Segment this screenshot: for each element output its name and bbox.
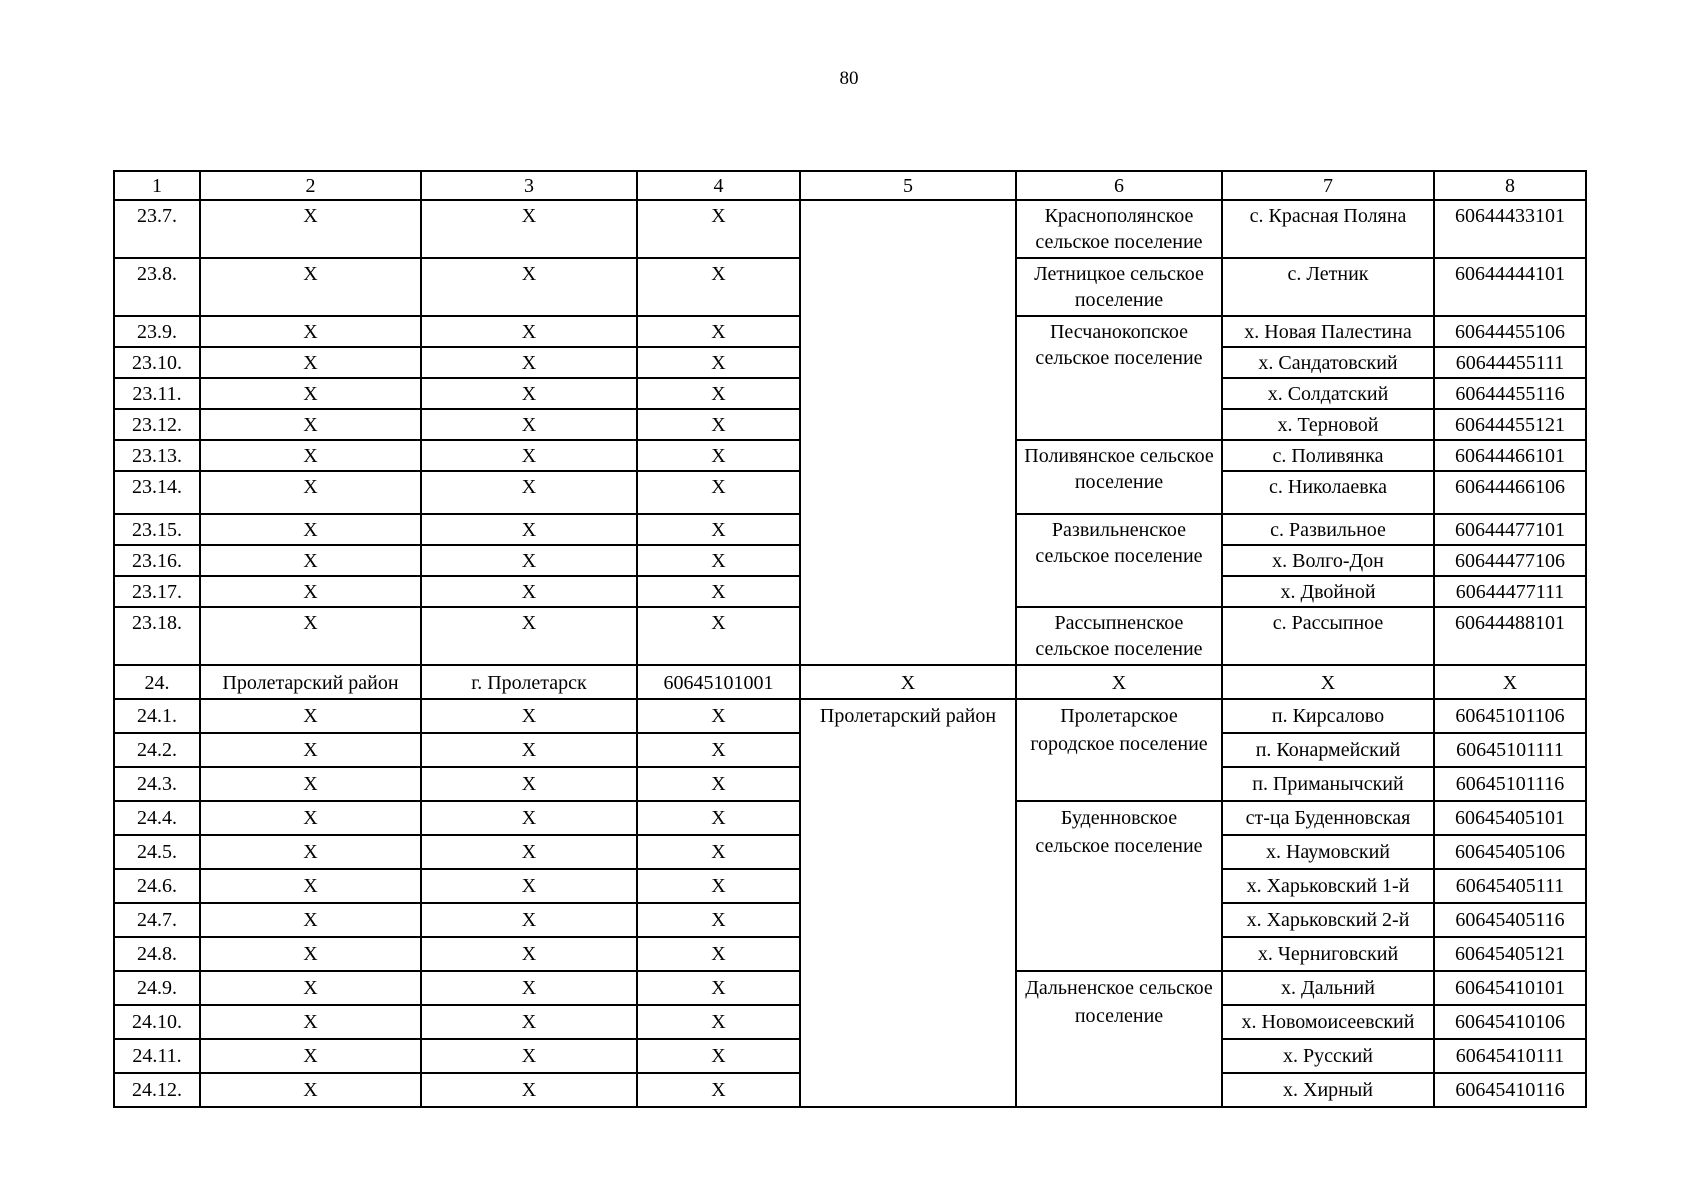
column-4-cell: X: [637, 835, 800, 869]
column-2-cell: X: [200, 835, 421, 869]
oktmo-code-cell: 60645410116: [1434, 1073, 1586, 1107]
column-2-cell: X: [200, 409, 421, 440]
locality-cell: ст-ца Буденновская: [1222, 801, 1434, 835]
column-3-cell: X: [421, 733, 637, 767]
column-2-cell: X: [200, 347, 421, 378]
column-3-cell: X: [421, 903, 637, 937]
column-header: 6: [1016, 171, 1222, 200]
table-row: [114, 200, 1586, 258]
column-4-cell: X: [637, 316, 800, 347]
column-2-cell: X: [200, 733, 421, 767]
column-4-cell: X: [637, 514, 800, 545]
locality-cell: х. Волго-Дон: [1222, 545, 1434, 576]
oktmo-code-cell: 60644455116: [1434, 378, 1586, 409]
settlement-merged-cell: Буденновское сельское поселение: [1016, 801, 1222, 971]
row-number-cell: 24.12.: [114, 1073, 200, 1107]
column-4-cell: X: [637, 1039, 800, 1073]
oktmo-code-cell: 60644477106: [1434, 545, 1586, 576]
column-4-cell: X: [637, 545, 800, 576]
column-2-cell: X: [200, 699, 421, 733]
row-number-cell: 24.8.: [114, 937, 200, 971]
row-number-cell: 23.11.: [114, 378, 200, 409]
column-4-cell: X: [637, 258, 800, 316]
oktmo-code-cell: 60645405106: [1434, 835, 1586, 869]
column-4-cell: X: [637, 440, 800, 471]
row-number-cell: 24.11.: [114, 1039, 200, 1073]
column-3-cell: г. Пролетарск: [421, 665, 637, 699]
locality-cell: с. Николаевка: [1222, 471, 1434, 514]
locality-cell: х. Двойной: [1222, 576, 1434, 607]
column-3-cell: X: [421, 378, 637, 409]
column-2-cell: X: [200, 869, 421, 903]
header-row: [114, 171, 1586, 200]
column-4-cell: X: [637, 607, 800, 665]
locality-cell: х. Терновой: [1222, 409, 1434, 440]
locality-cell: п. Приманычский: [1222, 767, 1434, 801]
oktmo-code-cell: X: [1434, 665, 1586, 699]
column-3-cell: X: [421, 576, 637, 607]
column-header: 3: [421, 171, 637, 200]
column-4-cell: X: [637, 937, 800, 971]
settlement-merged-cell: Пролетарское городское поселение: [1016, 699, 1222, 801]
column-3-cell: X: [421, 699, 637, 733]
locality-cell: с. Развильное: [1222, 514, 1434, 545]
column-4-cell: X: [637, 971, 800, 1005]
column-3-cell: X: [421, 607, 637, 665]
column-3-cell: X: [421, 1073, 637, 1107]
column-6-cell: X: [1016, 665, 1222, 699]
oktmo-code-cell: 60644488101: [1434, 607, 1586, 665]
column-2-cell: X: [200, 545, 421, 576]
locality-cell: п. Конармейский: [1222, 733, 1434, 767]
column-3-cell: X: [421, 258, 637, 316]
oktmo-code-cell: 60644477111: [1434, 576, 1586, 607]
row-number-cell: 24.10.: [114, 1005, 200, 1039]
column-header: 7: [1222, 171, 1434, 200]
settlements-table: [113, 170, 1587, 1108]
column-3-cell: X: [421, 440, 637, 471]
row-number-cell: 23.14.: [114, 471, 200, 514]
oktmo-code-cell: 60644466101: [1434, 440, 1586, 471]
locality-cell: х. Сандатовский: [1222, 347, 1434, 378]
column-5-cell: X: [800, 665, 1016, 699]
row-number-cell: 24.3.: [114, 767, 200, 801]
column-4-cell: X: [637, 200, 800, 258]
settlement-merged-cell: Летницкое сельское поселение: [1016, 258, 1222, 316]
column-4-cell: 60645101001: [637, 665, 800, 699]
locality-cell: х. Хирный: [1222, 1073, 1434, 1107]
locality-cell: х. Харьковский 2-й: [1222, 903, 1434, 937]
column-2-cell: X: [200, 316, 421, 347]
locality-cell: X: [1222, 665, 1434, 699]
oktmo-code-cell: 60644433101: [1434, 200, 1586, 258]
row-number-cell: 24.7.: [114, 903, 200, 937]
row-number-cell: 23.7.: [114, 200, 200, 258]
column-2-cell: X: [200, 576, 421, 607]
column-2-cell: X: [200, 200, 421, 258]
column-3-cell: X: [421, 801, 637, 835]
oktmo-code-cell: 60645101106: [1434, 699, 1586, 733]
column-2-cell: X: [200, 471, 421, 514]
column-4-cell: X: [637, 733, 800, 767]
column-2-cell: X: [200, 801, 421, 835]
column-3-cell: X: [421, 869, 637, 903]
locality-cell: с. Рассыпное: [1222, 607, 1434, 665]
column-header: 5: [800, 171, 1016, 200]
column-2-cell: X: [200, 937, 421, 971]
column-2-cell: X: [200, 378, 421, 409]
settlement-merged-cell: Краснополянское сельское поселение: [1016, 200, 1222, 258]
row-number-cell: 24.4.: [114, 801, 200, 835]
column-2-cell: X: [200, 1073, 421, 1107]
row-number-cell: 23.16.: [114, 545, 200, 576]
district-merged-cell: Пролетарский район: [800, 699, 1016, 1107]
locality-cell: х. Дальний: [1222, 971, 1434, 1005]
oktmo-code-cell: 60645405101: [1434, 801, 1586, 835]
column-4-cell: X: [637, 767, 800, 801]
locality-cell: с. Летник: [1222, 258, 1434, 316]
locality-cell: х. Наумовский: [1222, 835, 1434, 869]
oktmo-code-cell: 60644455111: [1434, 347, 1586, 378]
oktmo-code-cell: 60644455121: [1434, 409, 1586, 440]
locality-cell: х. Новая Палестина: [1222, 316, 1434, 347]
row-number-cell: 23.18.: [114, 607, 200, 665]
column-header: 4: [637, 171, 800, 200]
locality-cell: п. Кирсалово: [1222, 699, 1434, 733]
column-2-cell: X: [200, 971, 421, 1005]
oktmo-code-cell: 60645410106: [1434, 1005, 1586, 1039]
row-number-cell: 23.10.: [114, 347, 200, 378]
column-4-cell: X: [637, 347, 800, 378]
settlement-merged-cell: Поливянское сельское поселение: [1016, 440, 1222, 514]
table-row: [114, 665, 1586, 699]
column-4-cell: X: [637, 471, 800, 514]
locality-cell: х. Русский: [1222, 1039, 1434, 1073]
row-number-cell: 23.13.: [114, 440, 200, 471]
oktmo-code-cell: 60645405116: [1434, 903, 1586, 937]
settlement-merged-cell: Дальненское сельское поселение: [1016, 971, 1222, 1107]
column-2-cell: X: [200, 1005, 421, 1039]
column-3-cell: X: [421, 545, 637, 576]
column-4-cell: X: [637, 378, 800, 409]
column-2-cell: X: [200, 767, 421, 801]
column-3-cell: X: [421, 514, 637, 545]
oktmo-code-cell: 60644444101: [1434, 258, 1586, 316]
column-4-cell: X: [637, 869, 800, 903]
column-2-cell: X: [200, 1039, 421, 1073]
row-number-cell: 24.1.: [114, 699, 200, 733]
settlement-merged-cell: Рассыпненское сельское поселение: [1016, 607, 1222, 665]
oktmo-code-cell: 60645410111: [1434, 1039, 1586, 1073]
row-number-cell: 23.17.: [114, 576, 200, 607]
district-merged-cell: [800, 200, 1016, 665]
column-2-cell: X: [200, 258, 421, 316]
row-number-cell: 23.9.: [114, 316, 200, 347]
settlement-merged-cell: Развильненское сельское поселение: [1016, 514, 1222, 607]
column-header: 8: [1434, 171, 1586, 200]
column-3-cell: X: [421, 200, 637, 258]
table-row: [114, 699, 1586, 733]
column-4-cell: X: [637, 699, 800, 733]
row-number-cell: 24.6.: [114, 869, 200, 903]
oktmo-code-cell: 60645101116: [1434, 767, 1586, 801]
page-number: 80: [839, 68, 859, 89]
oktmo-code-cell: 60645101111: [1434, 733, 1586, 767]
column-4-cell: X: [637, 1073, 800, 1107]
column-3-cell: X: [421, 937, 637, 971]
locality-cell: с. Красная Поляна: [1222, 200, 1434, 258]
column-2-cell: X: [200, 903, 421, 937]
row-number-cell: 23.8.: [114, 258, 200, 316]
column-2-cell: Пролетарский район: [200, 665, 421, 699]
row-number-cell: 23.15.: [114, 514, 200, 545]
oktmo-code-cell: 60644466106: [1434, 471, 1586, 514]
locality-cell: х. Солдатский: [1222, 378, 1434, 409]
column-4-cell: X: [637, 1005, 800, 1039]
column-3-cell: X: [421, 347, 637, 378]
row-number-cell: 24.: [114, 665, 200, 699]
column-3-cell: X: [421, 1039, 637, 1073]
row-number-cell: 23.12.: [114, 409, 200, 440]
column-2-cell: X: [200, 607, 421, 665]
column-2-cell: X: [200, 514, 421, 545]
oktmo-code-cell: 60644477101: [1434, 514, 1586, 545]
oktmo-code-cell: 60645405111: [1434, 869, 1586, 903]
column-4-cell: X: [637, 576, 800, 607]
row-number-cell: 24.9.: [114, 971, 200, 1005]
row-number-cell: 24.2.: [114, 733, 200, 767]
column-2-cell: X: [200, 440, 421, 471]
settlement-merged-cell: Песчанокопское сельское поселение: [1016, 316, 1222, 440]
row-number-cell: 24.5.: [114, 835, 200, 869]
column-header: 1: [114, 171, 200, 200]
oktmo-code-cell: 60644455106: [1434, 316, 1586, 347]
column-3-cell: X: [421, 971, 637, 1005]
column-3-cell: X: [421, 316, 637, 347]
column-3-cell: X: [421, 1005, 637, 1039]
locality-cell: х. Черниговский: [1222, 937, 1434, 971]
column-4-cell: X: [637, 409, 800, 440]
column-3-cell: X: [421, 767, 637, 801]
column-4-cell: X: [637, 801, 800, 835]
locality-cell: х. Новомоисеевский: [1222, 1005, 1434, 1039]
column-3-cell: X: [421, 835, 637, 869]
locality-cell: х. Харьковский 1-й: [1222, 869, 1434, 903]
column-header: 2: [200, 171, 421, 200]
column-3-cell: X: [421, 471, 637, 514]
column-3-cell: X: [421, 409, 637, 440]
locality-cell: с. Поливянка: [1222, 440, 1434, 471]
column-4-cell: X: [637, 903, 800, 937]
oktmo-code-cell: 60645410101: [1434, 971, 1586, 1005]
oktmo-code-cell: 60645405121: [1434, 937, 1586, 971]
